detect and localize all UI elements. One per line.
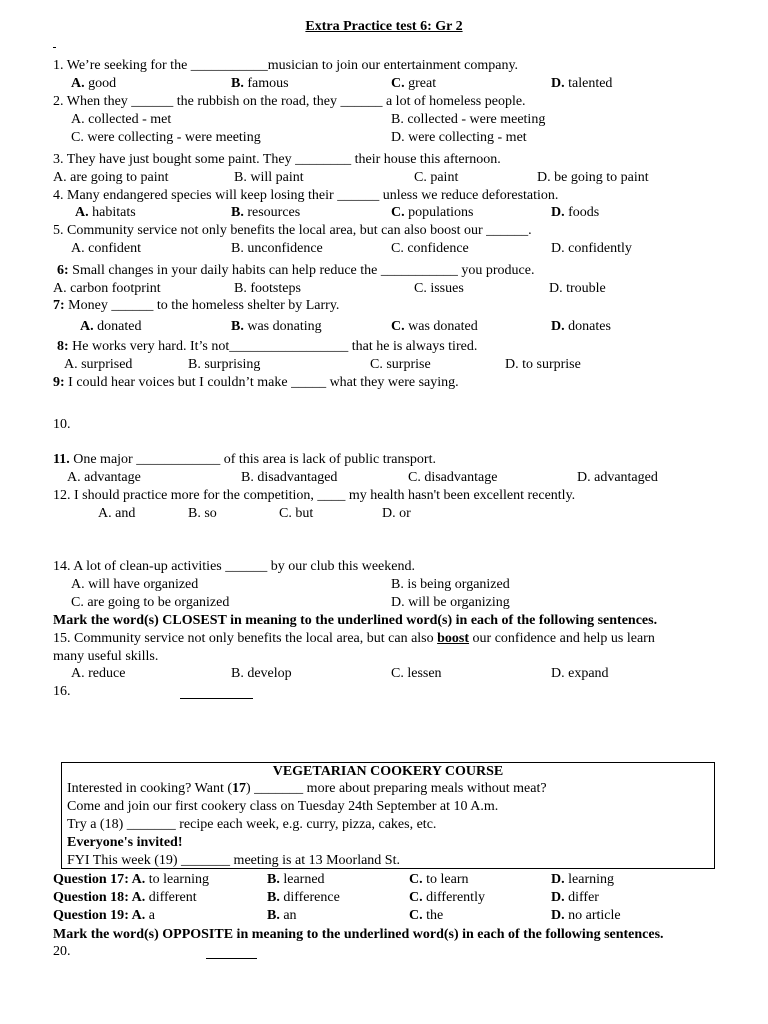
question-18-option-c: C. differently bbox=[409, 890, 485, 905]
section-closest-instruction: Mark the word(s) CLOSEST in meaning to the underlined word(s) in each of the following sentences. bbox=[53, 613, 658, 628]
q20-blank-line bbox=[206, 958, 257, 959]
q11-option-a: A. advantage bbox=[67, 470, 141, 485]
q15-option-b: B. develop bbox=[231, 666, 292, 681]
q14-option-a: A. will have organized bbox=[71, 577, 199, 592]
q12-option-d: D. or bbox=[382, 506, 411, 521]
question-12-stem: 12. I should practice more for the competition, ____ my health hasn't been excellent recently. bbox=[53, 488, 576, 503]
q4-option-c: C. populations bbox=[391, 205, 474, 220]
notice-title: VEGETARIAN COOKERY COURSE bbox=[272, 764, 504, 779]
question-3-stem: 3. They have just bought some paint. They ________ their house this afternoon. bbox=[53, 152, 501, 167]
q2-option-b: B. collected - were meeting bbox=[391, 112, 546, 127]
question-18-option-d: D. differ bbox=[551, 890, 599, 905]
question-10-stem: 10. bbox=[53, 417, 71, 432]
question-9-stem: 9: I could hear voices but I couldn’t make _____ what they were saying. bbox=[53, 375, 459, 390]
question-5-stem: 5. Community service not only benefits the local area, but can also boost our ______. bbox=[53, 223, 532, 238]
question-4-stem: 4. Many endangered species will keep losing their ______ unless we reduce deforestation. bbox=[53, 188, 559, 203]
question-17-option-d: D. learning bbox=[551, 872, 614, 887]
question-11-stem: 11. One major ____________ of this area is lack of public transport. bbox=[53, 452, 436, 467]
q2-option-c: C. were collecting - were meeting bbox=[71, 130, 261, 145]
notice-line-3: Try a (18) _______ recipe each week, e.g. curry, pizza, cakes, etc. bbox=[67, 817, 437, 832]
q16-blank-line bbox=[180, 698, 253, 699]
stray-mark bbox=[53, 47, 56, 48]
question-19-option-a: Question 19: A. a bbox=[53, 908, 155, 923]
question-8-stem: 8: He works very hard. It’s not_________________ that he is always tired. bbox=[57, 339, 478, 354]
q8-option-c: C. surprise bbox=[370, 357, 431, 372]
question-15-stem-cont: many useful skills. bbox=[53, 649, 159, 664]
question-19-option-b: B. an bbox=[267, 908, 297, 923]
q6-option-d: D. trouble bbox=[549, 281, 606, 296]
notice-line-4: Everyone's invited! bbox=[67, 835, 183, 850]
q11-option-c: C. disadvantage bbox=[408, 470, 498, 485]
q2-option-d: D. were collecting - met bbox=[391, 130, 527, 145]
question-1-stem: 1. We’re seeking for the ___________musician to join our entertainment company. bbox=[53, 58, 519, 73]
q5-option-d: D. confidently bbox=[551, 241, 632, 256]
question-17-option-b: B. learned bbox=[267, 872, 325, 887]
question-17-option-c: C. to learn bbox=[409, 872, 469, 887]
question-6-stem: 6: Small changes in your daily habits can help reduce the ___________ you produce. bbox=[57, 263, 535, 278]
q1-option-d: D. talented bbox=[551, 76, 613, 91]
question-14-stem: 14. A lot of clean-up activities ______ by our club this weekend. bbox=[53, 559, 415, 574]
q11-option-d: D. advantaged bbox=[577, 470, 658, 485]
q3-option-a: A. are going to paint bbox=[53, 170, 169, 185]
question-18-option-b: B. difference bbox=[267, 890, 340, 905]
q7-option-d: D. donates bbox=[551, 319, 611, 334]
q2-option-a: A. collected - met bbox=[71, 112, 172, 127]
q12-option-b: B. so bbox=[188, 506, 217, 521]
question-19-option-d: D. no article bbox=[551, 908, 621, 923]
q1-option-c: C. great bbox=[391, 76, 437, 91]
q12-option-c: C. but bbox=[279, 506, 314, 521]
question-17-option-a: Question 17: A. to learning bbox=[53, 872, 209, 887]
q11-option-b: B. disadvantaged bbox=[241, 470, 338, 485]
question-15-stem: 15. Community service not only benefits the local area, but can also boost our confidence and help us learn bbox=[53, 631, 655, 646]
q7-option-a: A. donated bbox=[80, 319, 142, 334]
q12-option-a: A. and bbox=[98, 506, 136, 521]
q3-option-c: C. paint bbox=[414, 170, 459, 185]
q8-option-a: A. surprised bbox=[64, 357, 133, 372]
q14-option-b: B. is being organized bbox=[391, 577, 510, 592]
q14-option-d: D. will be organizing bbox=[391, 595, 510, 610]
q6-option-b: B. footsteps bbox=[234, 281, 301, 296]
section-opposite-instruction: Mark the word(s) OPPOSITE in meaning to the underlined word(s) in each of the following sentences. bbox=[53, 927, 664, 942]
question-16-stem: 16. bbox=[53, 684, 71, 699]
q3-option-d: D. be going to paint bbox=[537, 170, 649, 185]
q15-option-c: C. lessen bbox=[391, 666, 442, 681]
question-2-stem: 2. When they ______ the rubbish on the road, they ______ a lot of homeless people. bbox=[53, 94, 526, 109]
q5-option-c: C. confidence bbox=[391, 241, 469, 256]
q15-option-a: A. reduce bbox=[71, 666, 126, 681]
question-7-stem: 7: Money ______ to the homeless shelter by Larry. bbox=[53, 298, 340, 313]
question-20-stem: 20. bbox=[53, 944, 71, 959]
q6-option-c: C. issues bbox=[414, 281, 464, 296]
q1-option-b: B. famous bbox=[231, 76, 289, 91]
q1-option-a: A. good bbox=[71, 76, 117, 91]
q5-option-b: B. unconfidence bbox=[231, 241, 323, 256]
q4-option-a: A. habitats bbox=[75, 205, 136, 220]
underlined-word: boost bbox=[437, 631, 470, 646]
q6-option-a: A. carbon footprint bbox=[53, 281, 161, 296]
q8-option-d: D. to surprise bbox=[505, 357, 581, 372]
q4-option-b: B. resources bbox=[231, 205, 301, 220]
notice-line-5: FYI This week (19) _______ meeting is at 13 Moorland St. bbox=[67, 853, 400, 868]
notice-line-2: Come and join our first cookery class on Tuesday 24th September at 10 A.m. bbox=[67, 799, 499, 814]
q14-option-c: C. are going to be organized bbox=[71, 595, 230, 610]
q5-option-a: A. confident bbox=[71, 241, 141, 256]
q3-option-b: B. will paint bbox=[234, 170, 304, 185]
q4-option-d: D. foods bbox=[551, 205, 600, 220]
page-title: Extra Practice test 6: Gr 2 bbox=[305, 19, 463, 34]
notice-line-1: Interested in cooking? Want (17) _______ more about preparing meals without meat? bbox=[67, 781, 547, 796]
q8-option-b: B. surprising bbox=[188, 357, 261, 372]
question-18-option-a: Question 18: A. different bbox=[53, 890, 197, 905]
q7-option-c: C. was donated bbox=[391, 319, 478, 334]
q15-option-d: D. expand bbox=[551, 666, 609, 681]
question-19-option-c: C. the bbox=[409, 908, 444, 923]
q7-option-b: B. was donating bbox=[231, 319, 322, 334]
